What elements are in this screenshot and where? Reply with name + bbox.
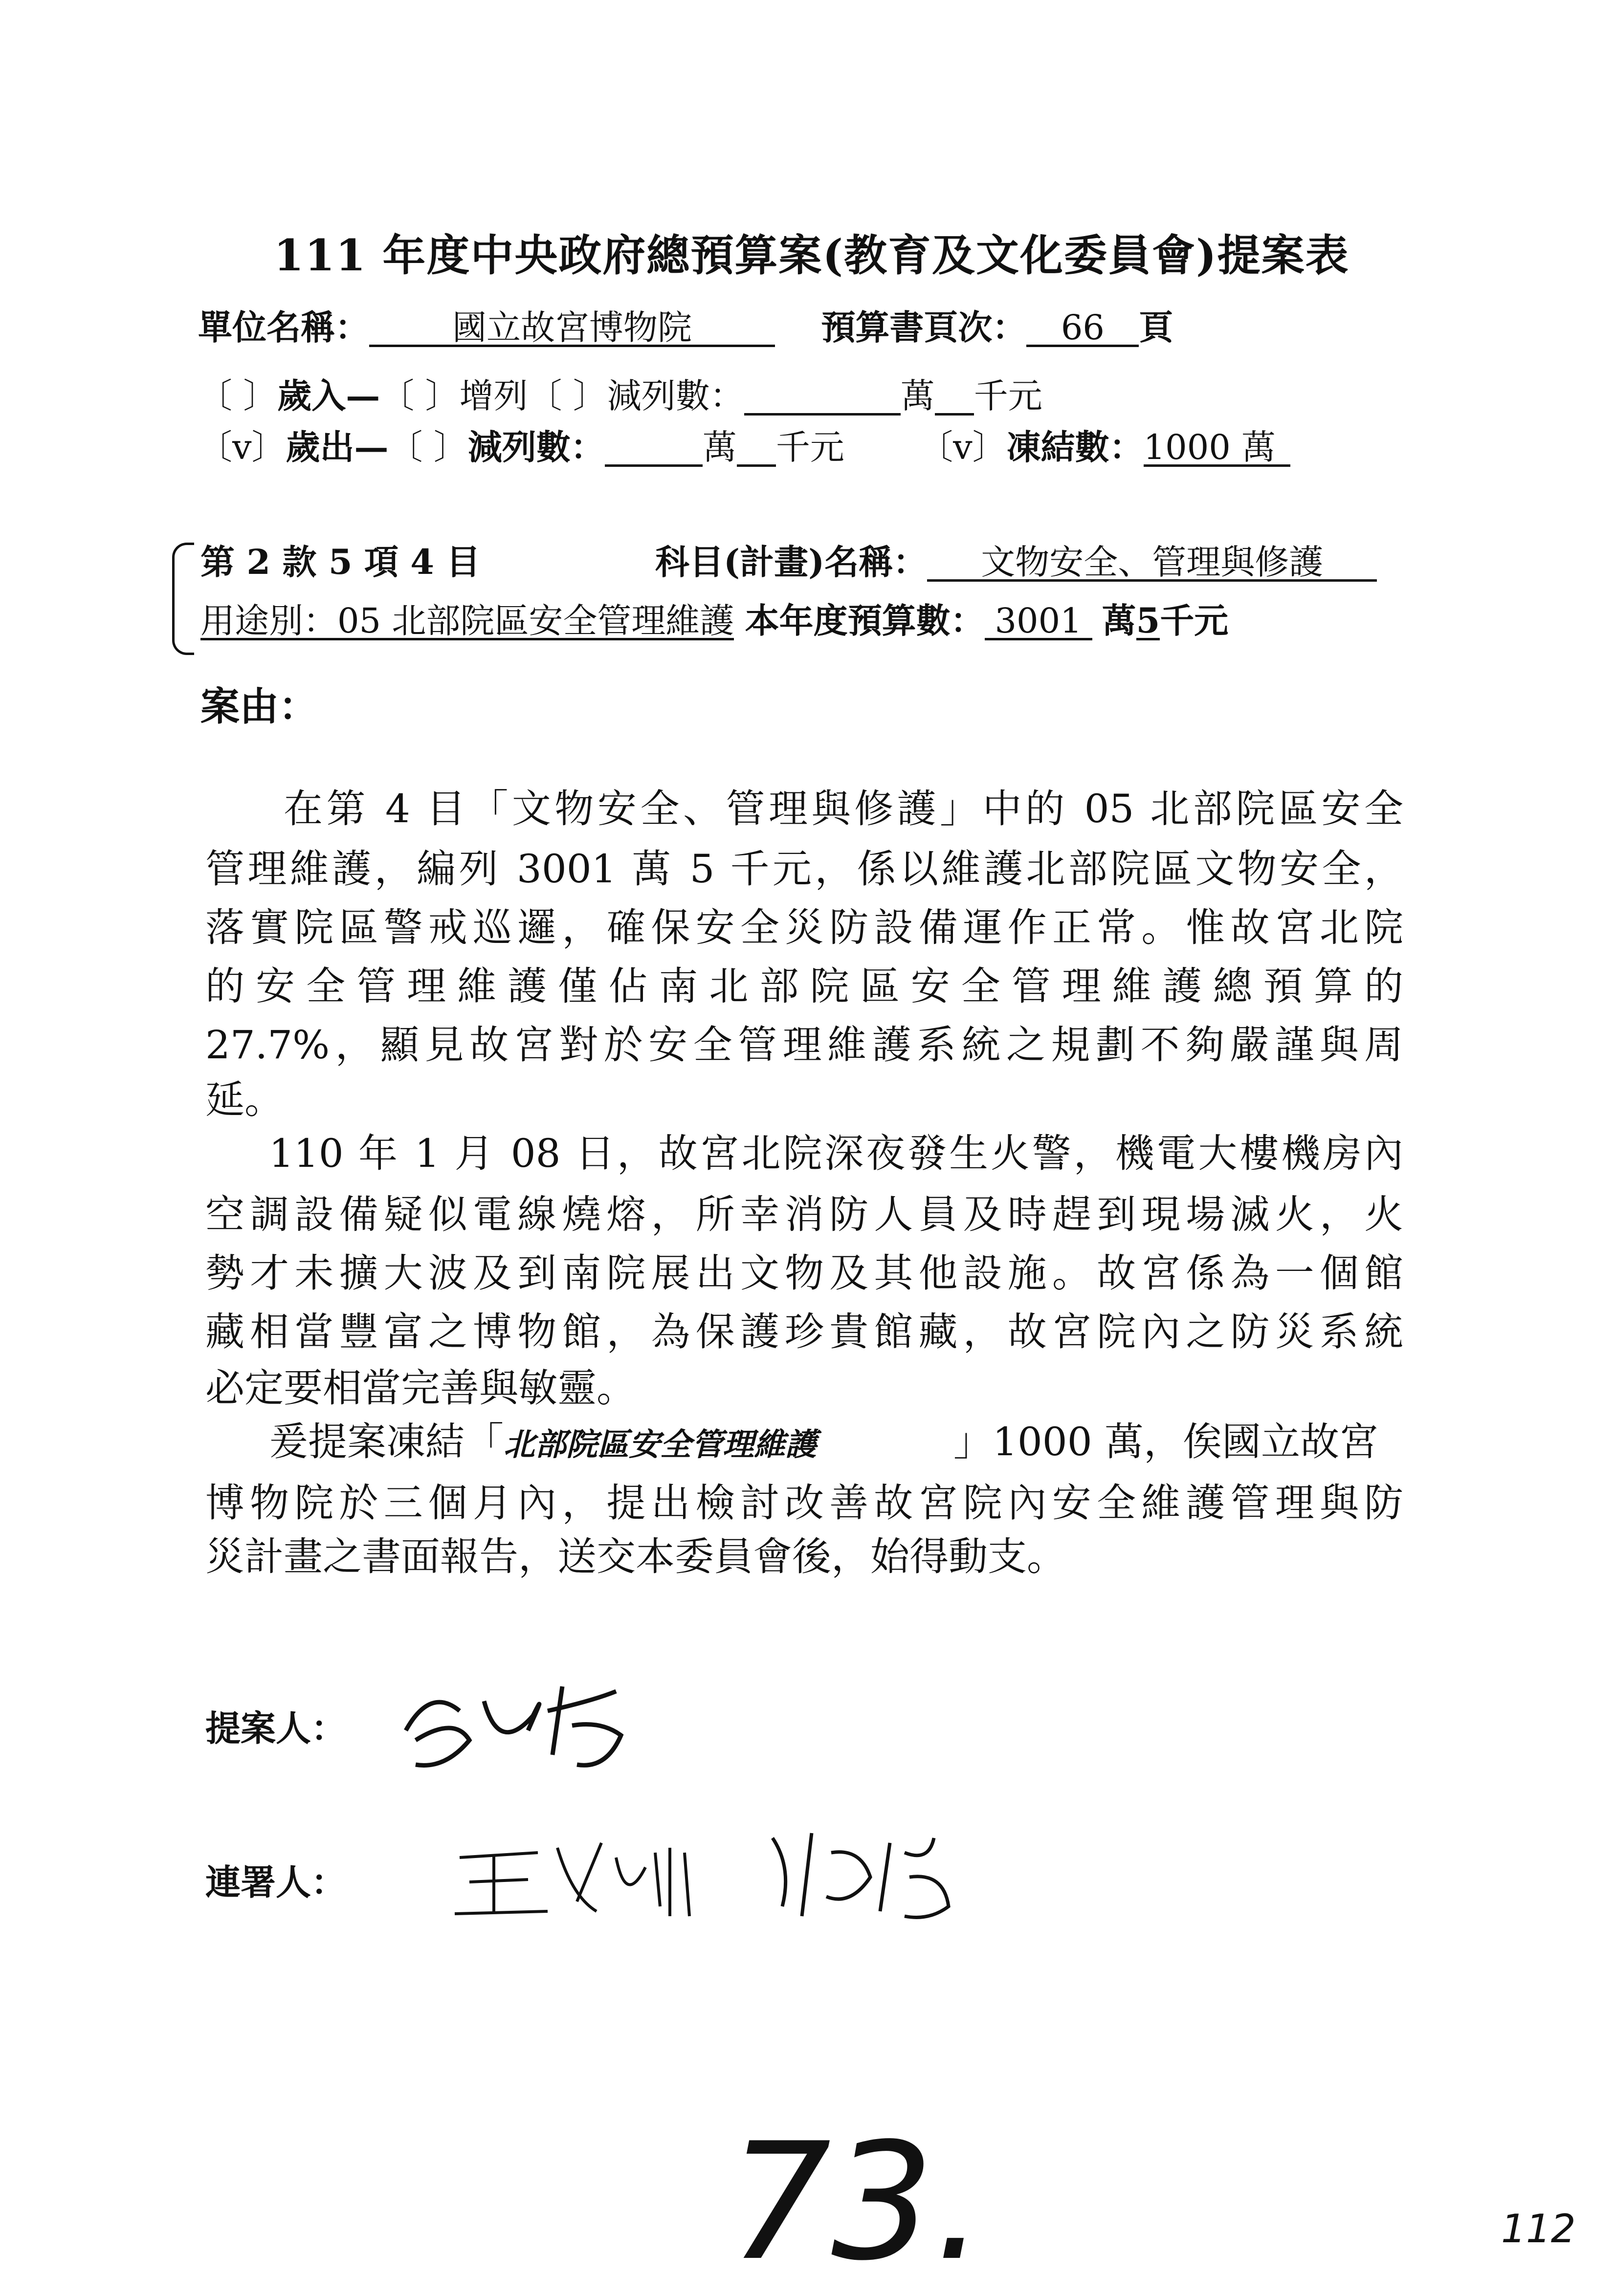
- sheet-number: 112: [1501, 2206, 1576, 2252]
- revenue-row: [198, 375, 1042, 416]
- final-pre: 爰提案凍結「: [269, 1419, 504, 1465]
- qian-unit: 千元: [973, 376, 1042, 416]
- expense-row: [198, 427, 1290, 467]
- freeze-value: 1000 萬: [1144, 430, 1290, 467]
- wan-unit: 萬: [900, 376, 935, 416]
- expense-label: 歲出—: [286, 427, 389, 467]
- increase-label: 增列: [459, 376, 528, 416]
- increase-checkbox[interactable]: 〔 〕: [380, 376, 460, 416]
- unit-row: [198, 307, 1173, 348]
- wan-unit: 萬: [702, 427, 737, 467]
- subject-value: 文物安全、管理與修護: [927, 545, 1377, 582]
- para2-line: 必定要相當完善與敏靈。: [205, 1365, 636, 1411]
- para1-line: 在第 4 目「文物安全、管理與修護」中的 05 北部院區安全: [284, 786, 1403, 831]
- unit-value: 國立故宮博物院: [369, 310, 775, 347]
- para1-line: 27.7%，顯見故宮對於安全管理維護系統之規劃不夠嚴謹與周: [205, 1022, 1403, 1068]
- para2-line: 藏相當豐富之博物館，為保護珍貴館藏，故宮院內之防災系統: [205, 1309, 1403, 1355]
- final-line: 博物院於三個月內，提出檢討改善故宮院內安全維護管理與防: [205, 1480, 1403, 1526]
- decrease-label: 減列數：: [607, 376, 744, 416]
- item-bracket: [172, 543, 194, 655]
- final-line: [205, 1419, 1403, 1465]
- item-code: 第 2 款 5 項 4 目: [200, 542, 481, 582]
- cosigner-signatures: [440, 1809, 1076, 1936]
- use-row: [200, 600, 1229, 641]
- budget-qian: 5: [1136, 600, 1160, 641]
- para1-line: 的安全管理維護僅佔南北部院區安全管理維護總預算的: [205, 963, 1403, 1009]
- subject-row: [655, 542, 1377, 582]
- page-unit: 頁: [1139, 307, 1173, 348]
- cosigner-label: 連署人：: [205, 1861, 347, 1903]
- freeze-label: 凍結數：: [1006, 427, 1144, 467]
- final-post: 」1000 萬，俟國立故宮: [953, 1419, 1379, 1465]
- handwritten-page-number: 73.: [729, 2108, 985, 2296]
- expense-decrease-label: 減列數：: [467, 427, 605, 467]
- use-label: 用途別：: [200, 601, 337, 641]
- handwritten-insert: 北部院區安全管理維護: [504, 1427, 817, 1463]
- expense-checkbox[interactable]: 〔v〕: [198, 427, 286, 467]
- para1-line: 延。: [205, 1077, 284, 1122]
- revenue-label: 歲入—: [277, 375, 380, 416]
- proposer-label: 提案人：: [205, 1707, 347, 1749]
- para2-line: 110 年 1 月 08 日，故宮北院深夜發生火警，機電大樓機房內: [269, 1131, 1403, 1176]
- revenue-checkbox[interactable]: 〔 〕: [198, 376, 278, 416]
- unit-label: 單位名稱：: [198, 307, 369, 348]
- decrease-checkbox[interactable]: 〔 〕: [528, 376, 607, 416]
- use-value: 05 北部院區安全管理維護: [337, 601, 734, 641]
- proposer-signature: [386, 1657, 680, 1784]
- document-title: 111 年度中央政府總預算案(教育及文化委員會)提案表: [274, 230, 1350, 281]
- para1-line: 管理維護，編列 3001 萬 5 千元，係以維護北部院區文物安全，: [205, 846, 1403, 892]
- qian-unit: 千元: [1160, 600, 1229, 641]
- page-value: 66: [1026, 310, 1139, 347]
- use-field: [200, 601, 734, 641]
- final-line: 災計畫之書面報告，送交本委員會後，始得動支。: [205, 1534, 1066, 1579]
- subject-label: 科目(計畫)名稱：: [655, 542, 928, 582]
- expense-decrease-checkbox[interactable]: 〔 〕: [388, 427, 468, 467]
- budget-label: 本年度預算數：: [745, 600, 985, 641]
- para2-line: 空調設備疑似電線燒熔，所幸消防人員及時趕到現場滅火，火: [205, 1192, 1403, 1237]
- reason-label: 案由：: [200, 683, 318, 729]
- budget-wan: 3001: [985, 604, 1092, 640]
- page-label: 預算書頁次：: [821, 307, 1027, 348]
- wan-unit: 萬: [1102, 600, 1136, 641]
- freeze-checkbox[interactable]: 〔v〕: [919, 427, 1007, 467]
- para1-line: 落實院區警戒巡邏，確保安全災防設備運作正常。惟故宮北院: [205, 905, 1403, 950]
- para2-line: 勢才未擴大波及到南院展出文物及其他設施。故宮係為一個館: [205, 1250, 1403, 1296]
- qian-unit: 千元: [775, 427, 844, 467]
